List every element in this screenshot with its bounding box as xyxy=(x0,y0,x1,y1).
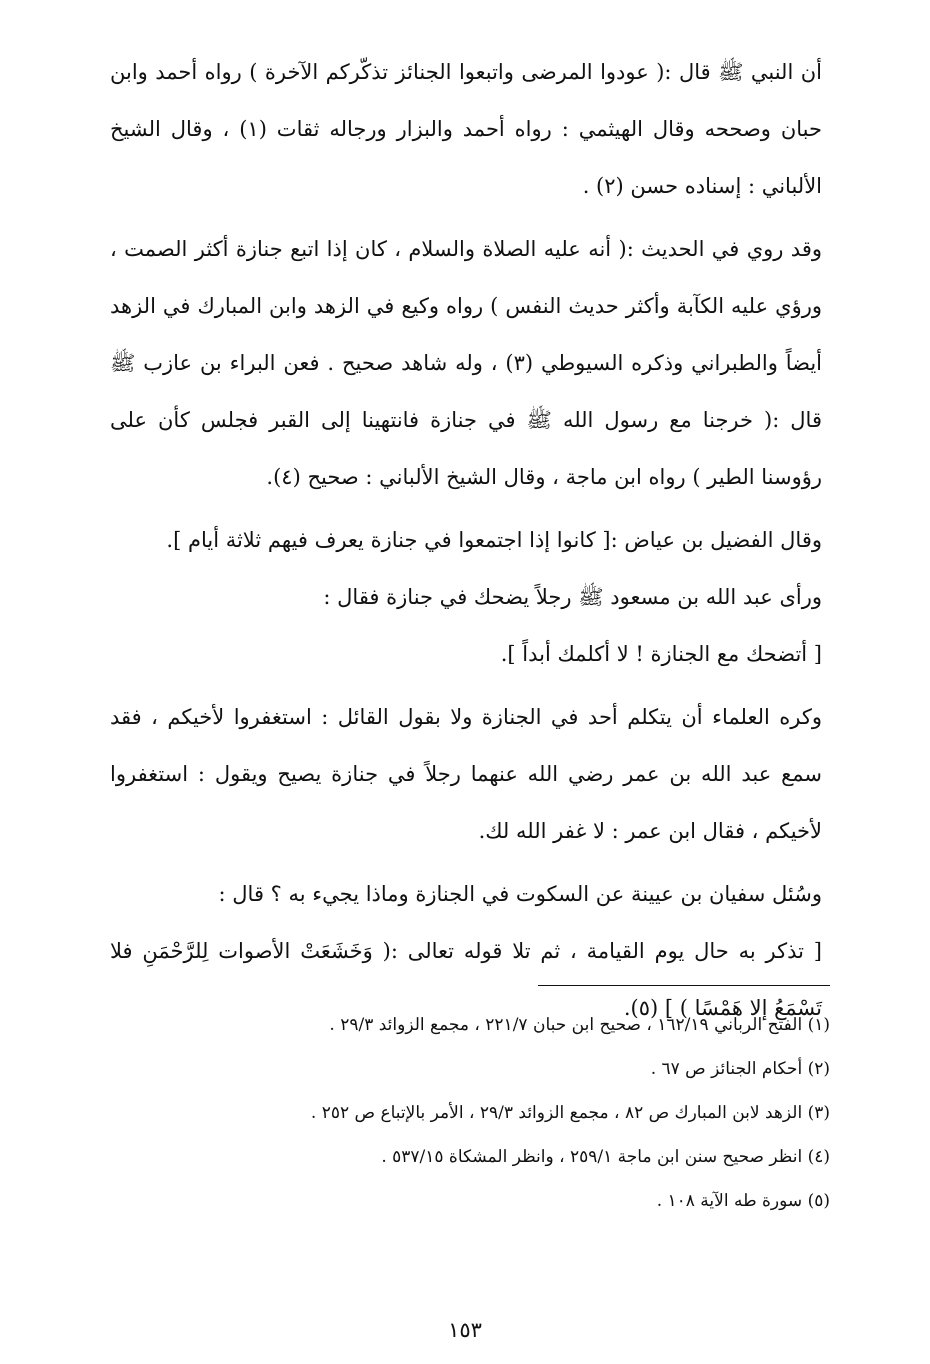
paragraph-sufyan-question: وسُئل سفيان بن عيينة عن السكوت في الجنازة وماذا يجيء به ؟ قال : xyxy=(218,882,822,906)
paragraph-scholars-dislike: وكره العلماء أن يتكلم أحد في الجنازة ولا بقول القائل : استغفروا لأخيكم ، فقد سمع عبد الله بن عمر رضي الله عنهما رجلاً في جنازة يصيح ويقول : استغفروا لأخيكم ، فقال ابن عمر : لا غفر الله لك. xyxy=(110,705,822,843)
footnote-2: (٢) أحكام الجنائز ص ٦٧ . xyxy=(650,1059,830,1079)
footnote-4: (٤) انظر صحيح سنن ابن ماجة ٢٥٩/١ ، وانظر المشكاة ٥٣٧/١٥ . xyxy=(381,1147,830,1167)
page-number: ١٥٣ xyxy=(448,1318,482,1342)
footnote-1: (١) الفتح الرباني ١٦٢/١٩ ، صحيح ابن حبان ٢٢١/٧ ، مجمع الزوائد ٢٩/٣ . xyxy=(329,1015,830,1035)
footnote-5: (٥) سورة طه الآية ١٠٨ . xyxy=(656,1191,830,1211)
footnotes-list xyxy=(130,1003,830,1223)
paragraph-ibn-masud: ورأى عبد الله بن مسعود ﷺ رجلاً يضحك في جنازة فقال : xyxy=(323,585,822,609)
paragraph-sufyan-answer: [ تذكر به حال يوم القيامة ، ثم تلا قوله تعالى :( وَخَشَعَتْ الأصوات لِلرَّحْمَنِ فلا تَسْمَعُ إلا هَمْسًا ) ] (٥). xyxy=(110,939,822,1020)
paragraph-silence-at-funeral: وقد روي في الحديث :( أنه عليه الصلاة والسلام ، كان إذا اتبع جنازة أكثر الصمت ، ورؤي عليه الكآبة وأكثر حديث النفس ) رواه وكيع في الزهد وابن المبارك في الزهد أيضاً والطبراني وذكره السيوطي (٣) ، وله شاهد صحيح . فعن البراء بن عازب ﷺ قال :( خرجنا مع رسول الله ﷺ في جنازة فانتهينا إلى القبر فجلس كأن على رؤوسنا الطير ) رواه ابن ماجة ، وقال الشيخ الألباني : صحيح (٤). xyxy=(110,237,822,489)
footnote-divider xyxy=(538,985,830,986)
main-text xyxy=(110,44,822,1037)
paragraph-hadith-visiting-sick: أن النبي ﷺ قال :( عودوا المرضى واتبعوا الجنائز تذكّركم الآخرة ) رواه أحمد وابن حبان وصححه وقال الهيثمي : رواه أحمد والبزار ورجاله ثقات (١) ، وقال الشيخ الألباني : إسناده حسن (٢) . xyxy=(110,60,822,198)
footnote-3: (٣) الزهد لابن المبارك ص ٨٢ ، مجمع الزوائد ٢٩/٣ ، الأمر بالإتباع ص ٢٥٢ . xyxy=(310,1103,830,1123)
paragraph-fudayl-quote: وقال الفضيل بن عياض :[ كانوا إذا اجتمعوا في جنازة يعرف فيهم ثلاثة أيام ]. xyxy=(166,528,822,552)
paragraph-ibn-masud-quote: [ أتضحك مع الجنازة ! لا أكلمك أبداً ]. xyxy=(500,642,822,666)
